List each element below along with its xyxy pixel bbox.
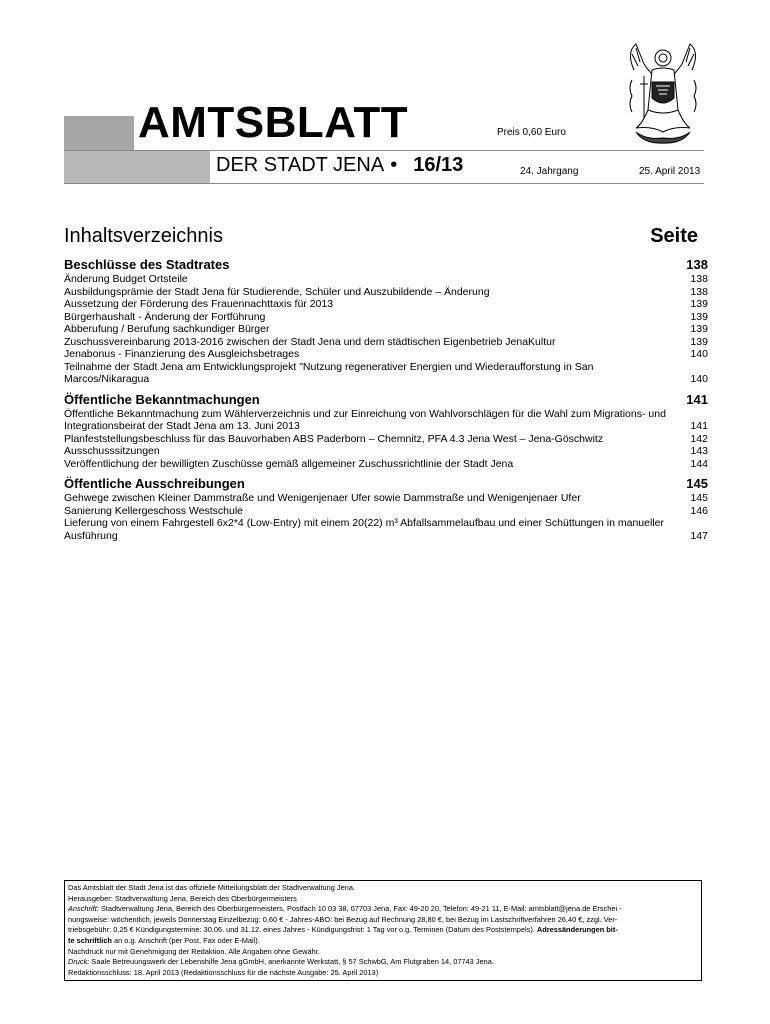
toc-entry[interactable] bbox=[64, 298, 708, 311]
table-of-contents bbox=[64, 256, 708, 547]
imprint-text: an o.g. Anschrift (per Post, Fax oder E-Mail). bbox=[111, 935, 260, 945]
entry-title: Aussetzung der Förderung des Frauennachttaxis für 2013 bbox=[64, 298, 334, 310]
toc-page-label: Seite bbox=[650, 225, 698, 247]
toc-section-ausschreibungen bbox=[64, 475, 708, 542]
entry-page: 139 bbox=[690, 323, 708, 335]
toc-entry[interactable] bbox=[64, 505, 708, 518]
imprint-line: nungsweise: wöchentlich, jeweils Donnerstag Einzelbezug: 0,60 € - Jahres-ABO: bei Bezug auf Rechnung 28,80 €, bei Bezug im Lastschriftverfahren 26,40 €, zzgl. Ver- bbox=[68, 914, 618, 924]
toc-entry[interactable] bbox=[64, 323, 708, 336]
toc-entry[interactable] bbox=[64, 286, 708, 299]
entry-page: 139 bbox=[690, 335, 708, 348]
entry-page: 141 bbox=[690, 420, 708, 432]
entry-page: 139 bbox=[690, 298, 708, 310]
toc-entry[interactable] bbox=[64, 273, 708, 286]
imprint-label: Druck: bbox=[68, 957, 90, 967]
issue-number: 16/13 bbox=[413, 154, 464, 176]
issue-date: 25. April 2013 bbox=[639, 166, 701, 177]
coat-of-arms-icon bbox=[622, 40, 704, 144]
entry-page: 142 bbox=[690, 432, 708, 445]
entry-title: Sanierung Kellergeschoss Westschule bbox=[64, 504, 243, 517]
entry-title: Gehwege zwischen Kleiner Dammstraße und Wenigenjenaer Ufer sowie Dammstraße und Wenigenjenaer Ufer bbox=[64, 492, 581, 504]
entry-title: Bürgerhaushalt - Änderung der Fortführung bbox=[64, 310, 266, 323]
entry-page: 140 bbox=[690, 348, 708, 360]
entry-title: Planfeststellungsbeschluss für das Bauvorhaben ABS Paderborn – Chemnitz, PFA 4.3 Jena West – Jena-Göschwitz bbox=[64, 432, 604, 445]
imprint-text: Stadtverwaltung Jena, Bereich des Oberbürgermeisters, Postfach 10 03 38, 07703 Jena, Fax: 49-20 20, Telefon: 49-21 11, E-Mail: amtsblatt@jena.de Erschei - bbox=[98, 904, 622, 914]
entry-title: Lieferung von einem Fahrgestell 6x2*4 (Low-Entry) mit einem 20(22) m³ Abfallsammelaufbau und einer Schüttungen in manueller Ausführung bbox=[64, 517, 664, 542]
imprint-line: Herausgeber: Stadtverwaltung Jena, Bereich des Oberbürgermeisters bbox=[68, 893, 297, 903]
section-page: 138 bbox=[686, 257, 708, 272]
entry-page: 146 bbox=[690, 504, 708, 517]
entry-page: 144 bbox=[690, 457, 708, 470]
section-title: Beschlüsse des Stadtrates bbox=[64, 257, 230, 272]
entry-page: 147 bbox=[690, 529, 708, 542]
toc-entry[interactable] bbox=[64, 458, 708, 471]
toc-heading: Inhaltsverzeichnis bbox=[64, 225, 223, 247]
section-page: 141 bbox=[686, 391, 708, 407]
entry-page: 145 bbox=[690, 492, 708, 504]
toc-entry[interactable] bbox=[64, 311, 708, 324]
section-heading bbox=[64, 475, 708, 492]
entry-title: Abberufung / Berufung sachkundiger Bürger bbox=[64, 323, 270, 335]
imprint-text: Saale Betreuungswerk der Lebenshilfe Jena gGmbH, anerkannte Werkstatt, § 57 SchwbG, Am Flutgraben 14, 07743 Jena. bbox=[89, 957, 494, 967]
price-label: Preis 0,60 Euro bbox=[497, 127, 566, 138]
subtitle-city: DER STADT JENA bbox=[216, 154, 385, 176]
entry-page: 138 bbox=[690, 285, 708, 298]
imprint-text: triebsgebühr: 0,25 € Kündigungstermine: 30.06. und 31.12. eines Jahres - Kündigungsfrist: 1 Tag vor o.g. Terminen (Datum des Poststempels). bbox=[68, 925, 537, 935]
toc-entry[interactable] bbox=[64, 445, 708, 458]
toc-section-beschluesse bbox=[64, 256, 708, 386]
imprint-line bbox=[68, 904, 698, 915]
entry-title: Ausschusssitzungen bbox=[64, 445, 160, 457]
section-heading bbox=[64, 391, 708, 408]
toc-entry[interactable] bbox=[64, 361, 708, 386]
imprint-line: Nachdruck nur mit Genehmigung der Redaktion. Alle Angaben ohne Gewähr. bbox=[68, 946, 320, 956]
imprint-line bbox=[68, 936, 698, 947]
section-heading bbox=[64, 256, 708, 273]
section-title: Öffentliche Ausschreibungen bbox=[64, 476, 245, 491]
imprint-line bbox=[68, 925, 698, 936]
imprint-line bbox=[68, 957, 698, 968]
toc-entry[interactable] bbox=[64, 408, 708, 433]
entry-title: Öffentliche Bekanntmachung zum Wählerverzeichnis und zur Einreichung von Wahlvorschlägen für die Wahl zum Migrations- und Integrationsbeirat der Stadt Jena am 13. Juni 2013 bbox=[64, 407, 666, 432]
toc-section-bekanntmachungen bbox=[64, 391, 708, 471]
toc-entry[interactable] bbox=[64, 492, 708, 505]
imprint-label: Anschrift: bbox=[68, 904, 99, 914]
subtitle-separator: • bbox=[390, 154, 398, 176]
entry-page: 140 bbox=[690, 373, 708, 385]
subtitle-grey-band bbox=[64, 151, 210, 183]
entry-title: Änderung Budget Ortsteile bbox=[64, 273, 188, 285]
imprint-line: Das Amtsblatt der Stadt Jena ist das offizielle Mitteilungsblatt der Stadtverwaltung Jena. bbox=[68, 883, 356, 892]
section-title: Öffentliche Bekanntmachungen bbox=[64, 391, 260, 407]
entry-page: 138 bbox=[690, 273, 708, 285]
toc-entry[interactable] bbox=[64, 336, 708, 349]
header-rule-bottom bbox=[64, 183, 704, 184]
entry-title: Zuschussvereinbarung 2013-2016 zwischen der Stadt Jena und dem städtischen Eigenbetrieb JenaKultur bbox=[64, 335, 556, 348]
entry-title: Ausbildungsprämie der Stadt Jena für Studierende, Schüler und Auszubildende – Änderung bbox=[64, 285, 490, 298]
imprint-bold: te schriftlich bbox=[68, 935, 112, 945]
imprint-bold: Adressänderungen bit- bbox=[536, 925, 618, 935]
toc-entry[interactable] bbox=[64, 433, 708, 446]
toc-entry[interactable] bbox=[64, 348, 708, 361]
entry-page: 139 bbox=[690, 310, 708, 323]
entry-title: Veröffentlichung der bewilligten Zuschüsse gemäß allgemeiner Zuschussrichtlinie der Stadt Jena bbox=[64, 457, 514, 470]
publication-title: AMTSBLATT bbox=[138, 98, 409, 147]
imprint-line: Redaktionsschluss: 18. April 2013 (Redaktionsschluss für die nächste Ausgabe: 25. April 2013) bbox=[68, 967, 379, 977]
section-page: 145 bbox=[686, 476, 708, 491]
entry-title: Jenabonus - Finanzierung des Ausgleichsbetrages bbox=[64, 348, 300, 360]
imprint-box bbox=[64, 880, 702, 981]
title-grey-band bbox=[64, 116, 134, 152]
volume-label: 24. Jahrgang bbox=[520, 166, 579, 177]
toc-entry[interactable] bbox=[64, 517, 708, 542]
entry-page: 143 bbox=[690, 445, 708, 457]
entry-title: Teilnahme der Stadt Jena am Entwicklungsprojekt "Nutzung regenerativer Energien und Wiederaufforstung in San Marcos/Nikaragua bbox=[64, 360, 594, 385]
subtitle bbox=[216, 152, 463, 178]
